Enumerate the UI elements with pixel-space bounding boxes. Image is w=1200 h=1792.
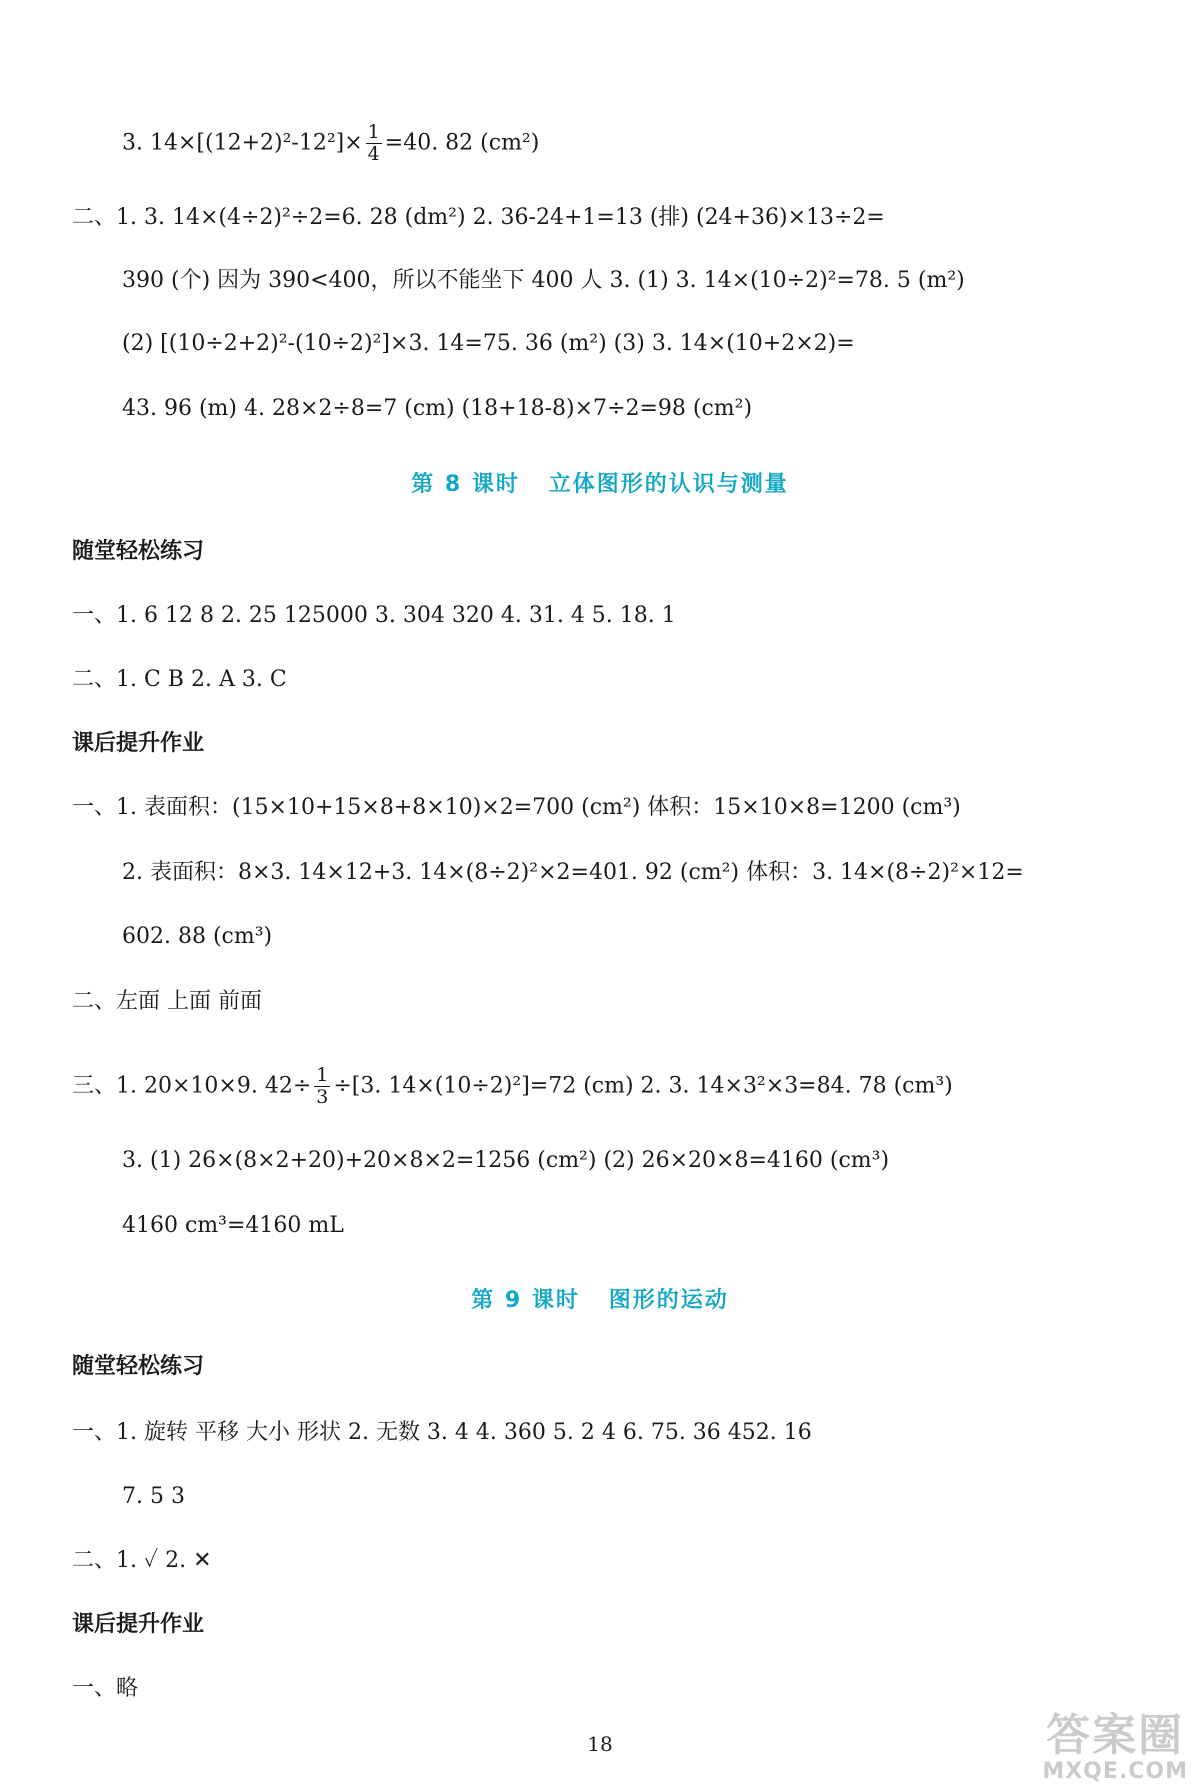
answer-line-7: 二、1. C B 2. A 3. C xyxy=(72,667,287,692)
answer-line-2: 二、1. 3. 14×(4÷2)²÷2=6. 28 (dm²) 2. 36-24+1=13 (排) (24+36)×13÷2= xyxy=(72,205,885,230)
answer-line-9: 2. 表面积：8×3. 14×12+3. 14×(8÷2)²×2=401. 92 (cm²) 体积：3. 14×(8÷2)²×12= xyxy=(122,860,1024,885)
answer-line-15: 一、1. 旋转 平移 大小 形状 2. 无数 3. 4 4. 360 5. 2 4 6. 75. 36 452. 16 xyxy=(72,1420,812,1445)
answer-line-8: 一、1. 表面积：(15×10+15×8+8×10)×2=700 (cm²) 体积：15×10×8=1200 (cm³) xyxy=(72,795,961,820)
answer-text: ÷[3. 14×(10÷2)²]=72 (cm) 2. 3. 14×3²×3=84. 78 (cm³) xyxy=(333,1073,953,1099)
answer-line-6: 一、1. 6 12 8 2. 25 125000 3. 304 320 4. 31. 4 5. 18. 1 xyxy=(72,603,676,628)
answer-line-1 xyxy=(122,123,539,164)
watermark-logo xyxy=(1042,1710,1188,1784)
subsection-heading: 随堂轻松练习 xyxy=(72,539,205,564)
fraction-denominator: 4 xyxy=(367,143,380,165)
answer-text: 3. 14×[(12+2)²-12²]× xyxy=(122,130,363,156)
subsection-heading: 随堂轻松练习 xyxy=(72,1354,205,1379)
answer-line-17: 二、1. ✓ 2. ✕ xyxy=(72,1548,212,1573)
answer-text: 三、1. 20×10×9. 42÷ xyxy=(72,1073,312,1099)
answer-line-16: 7. 5 3 xyxy=(122,1484,185,1509)
answer-line-5: 43. 96 (m) 4. 28×2÷8=7 (cm) (18+18-8)×7÷2=98 (cm²) xyxy=(122,396,753,421)
page-number: 18 xyxy=(587,1732,613,1756)
answer-line-4: (2) [(10÷2+2)²-(10÷2)²]×3. 14=75. 36 (m²) (3) 3. 14×(10+2×2)= xyxy=(122,331,855,356)
watermark-url: MXQE.COM xyxy=(1042,1759,1188,1784)
fraction-denominator: 3 xyxy=(316,1086,329,1108)
answer-line-12 xyxy=(72,1066,953,1107)
answer-line-13: 3. (1) 26×(8×2+20)+20×8×2=1256 (cm²) (2) 26×20×8=4160 (cm³) xyxy=(122,1148,890,1173)
answer-line-11: 二、左面 上面 前面 xyxy=(72,989,262,1014)
fraction xyxy=(314,1066,330,1107)
answer-line-18: 一、略 xyxy=(72,1676,139,1701)
section-title-lesson-9: 第 9 课时 图形的运动 xyxy=(471,1288,729,1313)
answer-line-3: 390 (个) 因为 390<400，所以不能坐下 400 人 3. (1) 3. 14×(10÷2)²=78. 5 (m²) xyxy=(122,268,965,293)
watermark-glyphs: 答案圈 xyxy=(1046,1710,1185,1761)
answer-text: =40. 82 (cm²) xyxy=(384,130,540,156)
fraction-numerator: 1 xyxy=(316,1064,329,1086)
section-title-lesson-8: 第 8 课时 立体图形的认识与测量 xyxy=(411,472,789,497)
answer-line-10: 602. 88 (cm³) xyxy=(122,924,273,949)
subsection-heading: 课后提升作业 xyxy=(72,731,205,756)
fraction-numerator: 1 xyxy=(367,121,380,143)
answer-line-14: 4160 cm³=4160 mL xyxy=(122,1213,344,1238)
subsection-heading: 课后提升作业 xyxy=(72,1612,205,1637)
fraction xyxy=(366,123,382,164)
